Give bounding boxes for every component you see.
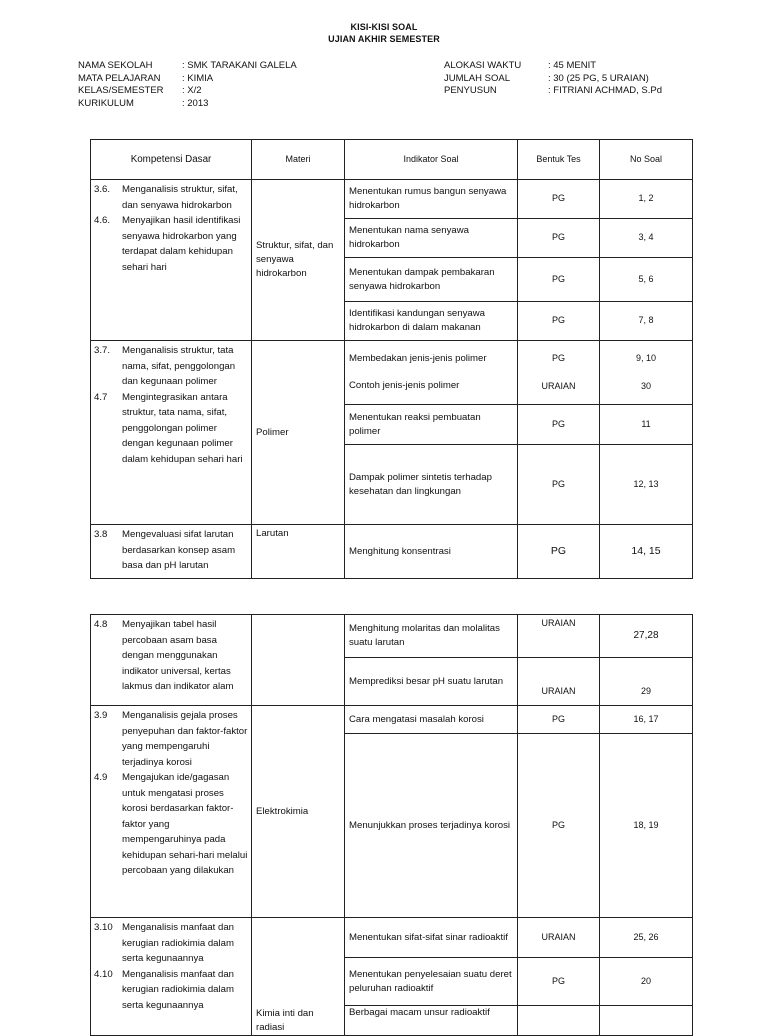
kd-number: 4.10	[94, 968, 113, 980]
document-subtitle: UJIAN AKHIR SEMESTER	[328, 34, 440, 44]
kisi-table-1	[90, 139, 693, 579]
indikator-cell: Cara mengatasi masalah korosi	[345, 706, 518, 734]
kompetensi-cell	[91, 341, 252, 525]
bentuk-cell: PG	[518, 525, 600, 579]
kd-text: Menyajikan tabel hasil percobaan asam basa dengan menggunakan indikator universal, kertas lakmus dan indikator alam	[122, 619, 234, 692]
meta-value: : X/2	[182, 85, 202, 96]
indikator-cell: Menghitung konsentrasi	[345, 525, 518, 579]
meta-label: ALOKASI WAKTU	[444, 60, 522, 71]
meta-label: JUMLAH SOAL	[444, 72, 510, 84]
table-row	[91, 918, 693, 958]
kd-number: 3.10	[94, 922, 113, 933]
table-row	[91, 615, 693, 658]
no-soal-cell: 12, 13	[600, 445, 693, 525]
kd-text: Mengajukan ide/gagasan untuk mengatasi proses korosi berdasarkan faktor-faktor yang mempengaruhinya pada kehidupan sehari-hari melalui percobaan yang dilakukan	[122, 772, 248, 876]
indikator-cell: Menunjukkan proses terjadinya korosi	[345, 734, 518, 918]
bentuk-cell: PG	[518, 180, 600, 219]
kd-number: 4.6.	[94, 215, 111, 226]
meta-value: : KIMIA	[182, 72, 214, 84]
header-no: No Soal	[600, 140, 693, 180]
header-bentuk: Bentuk Tes	[518, 140, 600, 180]
header-kompetensi: Kompetensi Dasar	[91, 140, 252, 180]
indikator-cell: Menentukan dampak pembakaran senyawa hidrokarbon	[345, 258, 518, 302]
indikator-cell: Identifikasi kandungan senyawa hidrokarbon di dalam makanan	[345, 302, 518, 341]
indikator-cell: Menentukan sifat-sifat sinar radioaktif	[345, 918, 518, 958]
indikator-cell	[345, 341, 518, 405]
kompetensi-cell	[91, 615, 252, 706]
materi-cell: Larutan	[252, 525, 345, 579]
materi-cell: Polimer	[252, 341, 345, 525]
kompetensi-cell	[91, 918, 252, 1036]
kd-text: Menganalisis manfaat dan kerugian radiokimia dalam serta kegunaannya	[122, 968, 234, 1011]
header-indikator: Indikator Soal	[345, 140, 518, 180]
kd-number: 3.8	[94, 529, 108, 540]
no-soal-cell: 20	[600, 958, 693, 1006]
indikator-cell: Menentukan reaksi pembuatan polimer	[345, 405, 518, 445]
indikator-line: Membedakan jenis-jenis polimer	[349, 353, 487, 364]
bentuk-cell	[518, 341, 600, 405]
no-soal-cell: 27,28	[600, 615, 693, 658]
kd-number: 3.6.	[94, 184, 111, 195]
bentuk-line: URAIAN	[541, 381, 576, 391]
table-header-row	[91, 140, 693, 180]
indikator-cell: Menghitung molaritas dan molalitas suatu larutan	[345, 615, 518, 658]
meta-value: : SMK TARAKANI GALELA	[182, 60, 297, 71]
no-soal-cell: 18, 19	[600, 734, 693, 918]
no-soal-cell: 5, 6	[600, 258, 693, 302]
no-soal-line: 30	[640, 381, 651, 391]
bentuk-cell	[518, 1006, 600, 1036]
kd-text: Menganalisis manfaat dan kerugian radiokimia dalam serta kegunaannya	[122, 922, 234, 964]
meta-label: KELAS/SEMESTER	[78, 85, 164, 96]
kd-number: 4.8	[94, 619, 108, 630]
bentuk-cell: PG	[518, 219, 600, 258]
no-soal-cell	[600, 1006, 693, 1036]
indikator-cell: Menentukan rumus bangun senyawa hidrokarbon	[345, 180, 518, 219]
table-row	[91, 525, 693, 579]
bentuk-cell: URAIAN	[518, 658, 600, 706]
meta-label: KURIKULUM	[78, 97, 134, 109]
bentuk-cell: URAIAN	[518, 918, 600, 958]
indikator-cell: Memprediksi besar pH suatu larutan	[345, 658, 518, 706]
table-row	[91, 180, 693, 219]
meta-right	[444, 60, 662, 98]
no-soal-cell: 1, 2	[600, 180, 693, 219]
meta-label: MATA PELAJARAN	[78, 72, 161, 84]
indikator-cell: Berbagai macam unsur radioaktif	[345, 1006, 518, 1036]
kd-number: 4.7	[94, 391, 108, 403]
no-soal-cell: 25, 26	[600, 918, 693, 958]
meta-value: : FITRIANI ACHMAD, S.Pd	[548, 85, 663, 96]
kd-text: Menyajikan hasil identifikasi senyawa hidrokarbon yang terdapat dalam kehidupan sehari hari	[122, 215, 241, 273]
table-row	[91, 341, 693, 405]
meta-left	[78, 60, 297, 110]
bentuk-cell: PG	[518, 445, 600, 525]
bentuk-cell: PG	[518, 405, 600, 445]
no-soal-line: 9, 10	[635, 352, 657, 363]
meta-label: PENYUSUN	[444, 85, 497, 96]
kisi-table-2	[90, 614, 693, 1036]
bentuk-cell: PG	[518, 706, 600, 734]
bentuk-cell: PG	[518, 734, 600, 918]
bentuk-line: PG	[551, 352, 565, 363]
bentuk-cell: PG	[518, 302, 600, 341]
indikator-cell: Menentukan nama senyawa hidrokarbon	[345, 219, 518, 258]
no-soal-cell: 14, 15	[600, 525, 693, 579]
kompetensi-cell	[91, 525, 252, 579]
kd-text: Menganalisis struktur, sifat, dan senyawa hidrokarbon	[122, 184, 238, 211]
bentuk-cell: PG	[518, 958, 600, 1006]
document-title: KISI-KISI SOAL	[350, 22, 418, 32]
indikator-cell: Menentukan penyelesaian suatu deret peluruhan radioaktif	[345, 958, 518, 1006]
kd-text: Mengintegrasikan antara struktur, tata nama, sifat, penggolongan polimer dengan kegunaan polimer dalam kehidupan sehari hari	[122, 391, 243, 465]
kd-text: Menganalisis struktur, tata nama, sifat, penggolongan dan kegunaan polimer	[122, 345, 236, 387]
meta-label: NAMA SEKOLAH	[78, 60, 153, 71]
bentuk-cell: URAIAN	[518, 615, 600, 658]
bentuk-cell: PG	[518, 258, 600, 302]
kompetensi-cell	[91, 180, 252, 341]
no-soal-cell: 29	[600, 658, 693, 706]
kompetensi-cell	[91, 706, 252, 918]
no-soal-cell: 16, 17	[600, 706, 693, 734]
no-soal-cell: 7, 8	[600, 302, 693, 341]
kd-text: Menganalisis gejala proses penyepuhan dan faktor-faktor yang mempengaruhi terjadinya korosi	[122, 710, 248, 768]
materi-cell: Struktur, sifat, dan senyawa hidrokarbon	[252, 180, 345, 341]
indikator-cell: Dampak polimer sintetis terhadap kesehatan dan lingkungan	[345, 445, 518, 525]
header-materi: Materi	[252, 140, 345, 180]
table-row	[91, 706, 693, 734]
kd-number: 4.9	[94, 772, 108, 783]
kd-number: 3.7.	[94, 345, 111, 356]
indikator-line: Contoh jenis-jenis polimer	[349, 380, 460, 391]
materi-cell: Elektrokimia	[252, 706, 345, 918]
meta-value: : 45 MENIT	[548, 60, 597, 71]
kd-text: Mengevaluasi sifat larutan berdasarkan konsep asam basa dan pH larutan	[122, 529, 236, 571]
meta-value: : 2013	[182, 97, 209, 109]
kd-number: 3.9	[94, 710, 108, 721]
no-soal-cell: 11	[600, 405, 693, 445]
meta-value: : 30 (25 PG, 5 URAIAN)	[548, 72, 649, 84]
materi-cell	[252, 615, 345, 706]
no-soal-cell	[600, 341, 693, 405]
materi-cell: Kimia inti dan radiasi	[252, 918, 345, 1036]
no-soal-cell: 3, 4	[600, 219, 693, 258]
